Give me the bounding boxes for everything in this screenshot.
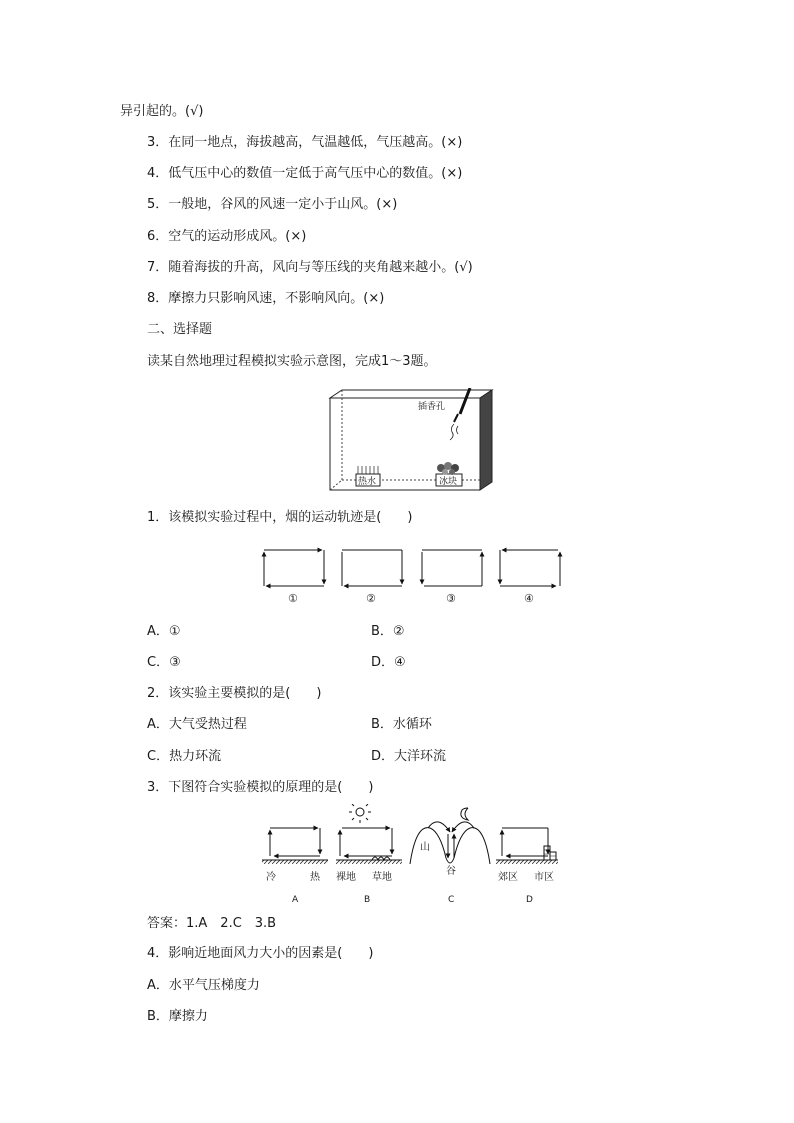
- ice-label: 冰块: [439, 477, 458, 487]
- statement-7: 7．随着海拔的升高，风向与等压线的夹角越来越小。(√): [147, 260, 473, 275]
- q1-figure-label-1: ①: [288, 592, 298, 605]
- hot-water-label: 热水: [358, 477, 377, 487]
- q1-figure-label-3: ③: [446, 592, 456, 605]
- q3-stem: 3．下图符合实验模拟的原理的是( ): [147, 780, 374, 795]
- q3-c-valley-label: 谷: [446, 866, 456, 877]
- statement-line: 异引起的。(√): [120, 104, 204, 119]
- q3-panel-a: A: [292, 895, 299, 905]
- statement-8: 8．摩擦力只影响风速，不影响风向。(×): [147, 291, 385, 306]
- q1-option-a: A．①: [147, 624, 181, 639]
- experiment-figure: [320, 388, 500, 502]
- q3-a-left-label: 冷: [266, 872, 276, 883]
- q1-option-d: D．④: [371, 655, 406, 670]
- q3-d-right-label: 市区: [534, 872, 554, 883]
- q1-figure-label-2: ②: [366, 592, 376, 605]
- q3-c-mountain-label: 山: [420, 842, 430, 853]
- q1-figure-label-4: ④: [524, 592, 534, 605]
- q1-option-b: B．②: [371, 624, 405, 639]
- q4-option-b: B．摩擦力: [147, 1009, 208, 1024]
- q4-stem: 4．影响近地面风力大小的因素是( ): [147, 946, 374, 961]
- q3-b-right-label: 草地: [372, 872, 392, 883]
- q2-option-b: B．水循环: [371, 717, 432, 732]
- q3-figure: [260, 804, 560, 912]
- statement-6: 6．空气的运动形成风。(×): [147, 229, 307, 244]
- q3-panel-c: C: [448, 895, 455, 905]
- incense-hole-label: 插香孔: [418, 402, 446, 412]
- statement-4: 4．低气压中心的数值一定低于高气压中心的数值。(×): [147, 166, 463, 181]
- answer-text: 答案：1.A 2.C 3.B: [147, 916, 277, 931]
- q2-option-d: D．大洋环流: [371, 749, 447, 764]
- q1-stem: 1．该模拟实验过程中，烟的运动轨迹是( ): [147, 510, 413, 525]
- q3-d-left-label: 郊区: [498, 872, 518, 883]
- q3-panel-d: D: [526, 895, 533, 905]
- statement-3: 3．在同一地点，海拔越高，气温越低，气压越高。(×): [147, 135, 463, 150]
- q2-stem: 2．该实验主要模拟的是( ): [147, 686, 322, 701]
- q1-option-c: C．③: [147, 655, 181, 670]
- section-title: 二、选择题: [147, 322, 213, 337]
- q2-option-a: A．大气受热过程: [147, 717, 247, 732]
- intro-text: 读某自然地理过程模拟实验示意图，完成1～3题。: [147, 354, 437, 369]
- q3-a-right-label: 热: [310, 872, 320, 883]
- statement-5: 5．一般地，谷风的风速一定小于山风。(×): [147, 197, 398, 212]
- q2-option-c: C．热力环流: [147, 749, 222, 764]
- q4-option-a: A．水平气压梯度力: [147, 978, 260, 993]
- q3-b-left-label: 裸地: [336, 872, 356, 883]
- q3-panel-b: B: [364, 895, 371, 905]
- q1-figure: [258, 544, 568, 610]
